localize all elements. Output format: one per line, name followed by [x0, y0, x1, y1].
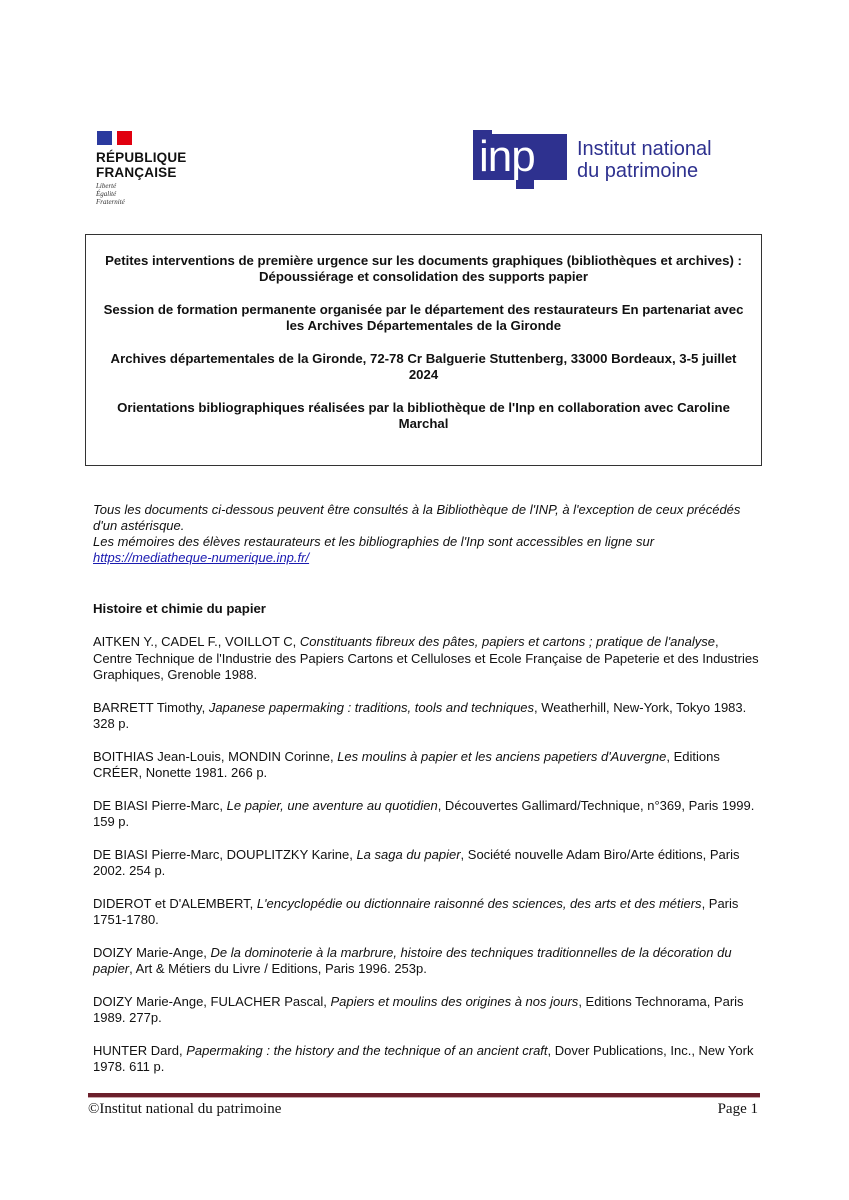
rf-name-line2: FRANÇAISE [96, 165, 177, 180]
section-heading: Histoire et chimie du papier [93, 601, 266, 616]
footer-divider [88, 1093, 760, 1098]
entry-publication: , Société nouvelle Adam Biro/Arte éditions, Paris 2002. 254 p. [93, 846, 740, 878]
motto-fraternite: Fraternité [96, 198, 125, 206]
rf-name-line1: RÉPUBLIQUE [96, 150, 187, 165]
entry-authors: DIDEROT et D'ALEMBERT, [93, 895, 257, 911]
entry-title: Les moulins à papier et les anciens papetiers d'Auvergne [337, 748, 667, 764]
entry-title: Papiers et moulins des origines à nos jours [330, 993, 579, 1009]
title-box [85, 234, 762, 466]
entry-publication: , Paris 1751-1780. [93, 895, 739, 927]
entry-authors: BOITHIAS Jean-Louis, MONDIN Corinne, [93, 748, 338, 764]
entry-authors: DOIZY Marie-Ange, [93, 944, 211, 960]
session-description: Session de formation permanente organisée par le département des restaurateurs En partenariat avec les Archives Départementales de la Gironde [103, 302, 744, 333]
intro-line2: Les mémoires des élèves restaurateurs et les bibliographies de l'Inp sont accessibles en ligne sur [93, 534, 655, 549]
entry-publication: , Editions Technorama, Paris 1989. 277p. [93, 993, 744, 1025]
footer-copyright: ©Institut national du patrimoine [88, 1101, 282, 1117]
entry-authors: HUNTER Dard, [93, 1042, 187, 1058]
intro-line1: Tous les documents ci-dessous peuvent être consultés à la Bibliothèque de l'INP, à l'exception de ceux précédés d'un astérisque. [93, 502, 741, 533]
rf-name [96, 150, 206, 180]
entry-publication: , Weatherhill, New-York, Tokyo 1983. 328 p. [93, 699, 747, 731]
course-title [98, 253, 749, 284]
session-location-date: Archives départementales de la Gironde, 72-78 Cr Balguerie Stuttenberg, 33000 Bordeaux, 3-5 juillet 2024 [110, 351, 737, 382]
course-title-line1: Petites interventions de première urgence sur les documents graphiques (bibliothèques et archives) : [105, 253, 742, 268]
rf-motto [96, 182, 206, 206]
motto-liberte: Liberté [96, 182, 117, 190]
motto-egalite: Égalité [96, 190, 117, 198]
bibliography-entry [93, 749, 761, 782]
entry-authors: DE BIASI Pierre-Marc, DOUPLITZKY Karine, [93, 846, 357, 862]
inp-wordmark-line1: Institut national [577, 138, 712, 160]
republique-francaise-logo [96, 131, 206, 206]
bibliography-entry [93, 798, 761, 831]
entry-authors: DOIZY Marie-Ange, FULACHER Pascal, [93, 993, 331, 1009]
entry-title: Japanese papermaking : traditions, tools and techniques [208, 699, 535, 715]
french-flag-icon [97, 131, 206, 145]
flag-red-band [117, 131, 132, 145]
bibliography-entry [93, 1043, 761, 1076]
entry-authors: AITKEN Y., CADEL F., VOILLOT C, [93, 634, 300, 649]
entry-publication: , Dover Publications, Inc., New York 1978. 611 p. [93, 1042, 754, 1074]
bibliography-entry [93, 634, 761, 684]
entry-publication: , Editions CRÉER, Nonette 1981. 266 p. [93, 748, 720, 780]
entry-publication: , Centre Technique de l'Industrie des Papiers Cartons et Celluloses et Ecole Française de Papeterie et des Industries Graphiques, Grenoble 1988. [93, 634, 759, 682]
entry-publication: , Découvertes Gallimard/Technique, n°369, Paris 1999. 159 p. [93, 797, 755, 829]
flag-blue-band [97, 131, 112, 145]
entry-authors: DE BIASI Pierre-Marc, [93, 797, 227, 813]
bibliography-list [93, 634, 761, 1092]
mediatheque-link[interactable]: https://mediatheque-numerique.inp.fr/ [93, 550, 310, 565]
bibliography-credit: Orientations bibliographiques réalisées par la bibliothèque de l'Inp en collaboration avec Caroline Marchal [117, 400, 730, 431]
inp-mark-icon [473, 130, 567, 190]
entry-title: De la dominoterie à la marbrure, histoire des techniques traditionnelles de la décoration du papier [93, 944, 732, 976]
inp-wordmark-line2: du patrimoine [577, 160, 699, 182]
bibliography-entry [93, 896, 761, 929]
intro-note [93, 502, 763, 566]
entry-title: Le papier, une aventure au quotidien [226, 797, 438, 813]
bibliography-entry [93, 847, 761, 880]
inp-logo [473, 130, 763, 190]
entry-title: L'encyclopédie ou dictionnaire raisonné des sciences, des arts et des métiers [256, 895, 702, 911]
entry-title: Constituants fibreux des pâtes, papiers et cartons ; pratique de l'analyse [299, 634, 715, 649]
bibliography-entry [93, 945, 761, 978]
entry-title: La saga du papier [356, 846, 461, 862]
page-number: Page 1 [717, 1101, 758, 1117]
entry-publication: , Art & Métiers du Livre / Editions, Paris 1996. 253p. [129, 961, 427, 976]
bibliography-entry [93, 994, 761, 1027]
inp-mark-letters: inp [479, 132, 535, 181]
course-title-line2: Dépoussiérage et consolidation des supports papier [258, 268, 589, 284]
bibliography-entry [93, 700, 761, 733]
inp-wordmark [577, 138, 712, 182]
entry-title: Papermaking : the history and the technique of an ancient craft [186, 1042, 548, 1058]
entry-authors: BARRETT Timothy, [93, 699, 209, 715]
